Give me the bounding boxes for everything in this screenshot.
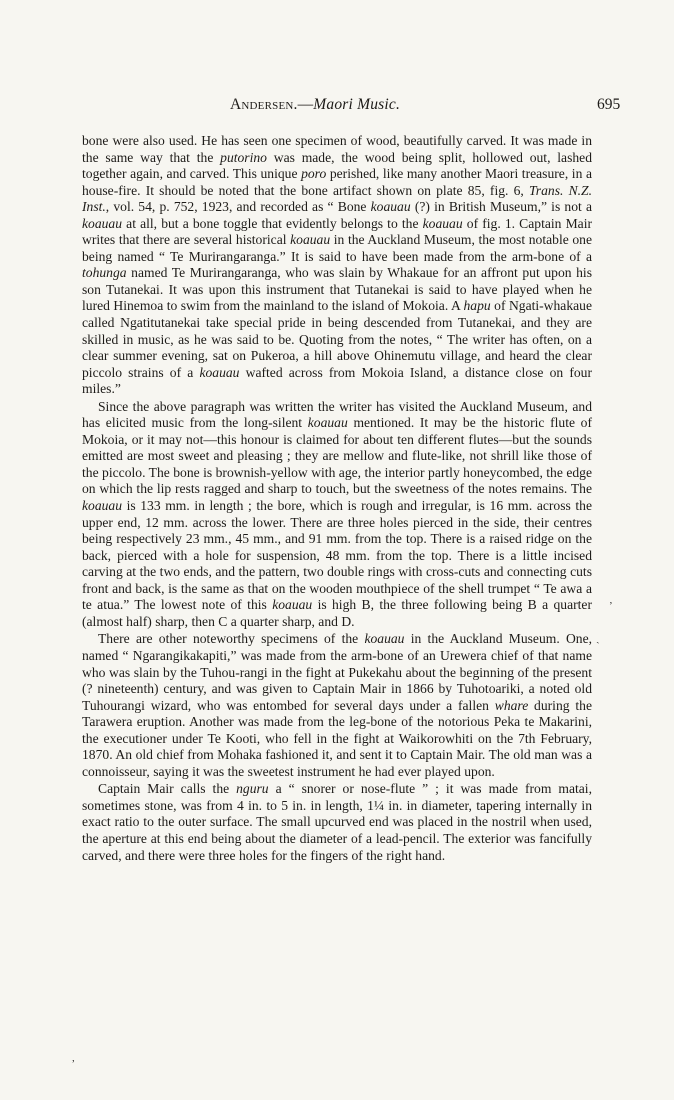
- italic-term: whare: [494, 697, 529, 713]
- italic-term: poro: [301, 166, 327, 182]
- text-run: named Te Murirangaranga, who was slain by Whakaue for an affront put upon his son Tutanekai. It was upon this instrument that Tutanekai is said to have played when he lured Hinemoa to swim from the mainland to the island of Mokoia. A: [82, 265, 592, 314]
- paragraph: [82, 133, 592, 398]
- text-run: a “ snorer or nose-flute ” ; it was made from matai, sometimes stone, was from 4 in. to 5 in. in length, 1¼ in. in diameter, tapering internally in exact ratio to the outer surface. The small upcurved end was placed in the nostril when used, the aperture at this end being about the diameter of a lead-pencil. The exterior was fancifully carved, and there were three holes for the fingers of the right hand.: [82, 781, 592, 863]
- text-run: during the Tarawera eruption. Another was made from the leg-bone of the notorious Peka te Makarini, the executioner under Te Kooti, who fell in the fight at Waikorowhiti on the 7th February, 1870. An old chief from Mohaka fashioned it, and sent it to Captain Mair. The old man was a connoisseur, saying it was the sweetest instrument he had ever played upon.: [82, 697, 592, 779]
- running-header: [0, 96, 674, 120]
- text-run: is high B, the three following being B a quarter (almost half) sharp, then C a quarter sharp, and D.: [82, 597, 592, 629]
- margin-mark: ˎ: [596, 632, 600, 644]
- text-run: perished, like many another Maori treasure, in a house-fire. It should be noted that the bone artifact shown on plate 85, fig. 6,: [82, 166, 593, 198]
- header-title: Maori Music.: [313, 96, 401, 113]
- text-run: at all, but a bone toggle that evidently belongs to the: [122, 215, 423, 231]
- italic-term: nguru: [236, 781, 269, 797]
- header-author: Andersen.: [230, 96, 298, 113]
- text-run: , vol. 54, p. 752, 1923, and recorded as “ Bone: [105, 199, 371, 215]
- text-run: (?) in British Museum,” is not a: [410, 199, 592, 215]
- italic-term: koauau: [307, 415, 348, 431]
- text-run: in the Auckland Museum, the most notable one being named “ Te Murirangaranga.” It is said to have been made from the arm-bone of a: [82, 232, 592, 264]
- body-text: [82, 133, 592, 864]
- text-run: was made, the wood being split, hollowed out, lashed together again, and carved. This unique: [82, 149, 592, 182]
- text-run: in the Auckland Museum. One, named “ Ngarangikakapiti,” was made from the arm-bone of an Urewera chief of that name who was slain by the Tuhou-rangi in the fight at Pukekahu about the beginning of the present (? nineteenth) century, and was given to Captain Mair in 1866 by Tuhotoariki, a noted old Tuhourangi wizard, who was entombed for several days under a fallen: [82, 631, 593, 713]
- text-run: Since the above paragraph was written the writer has visited the Auckland Museum, and has elicited music from the long-silent: [82, 398, 592, 431]
- text-run: of fig. 1. Captain Mair writes that there are several historical: [82, 215, 593, 248]
- italic-term: koauau: [422, 215, 463, 231]
- italic-term: koauau: [364, 631, 405, 647]
- italic-term: tohunga: [82, 265, 127, 281]
- page-number: 695: [597, 96, 621, 113]
- italic-term: koauau: [290, 232, 331, 248]
- italic-term: koauau: [82, 498, 123, 514]
- margin-mark: ,: [72, 1052, 75, 1064]
- header-dash: —: [297, 96, 314, 113]
- margin-mark: ʼ: [609, 600, 613, 612]
- running-title: [230, 96, 400, 114]
- paragraph: [82, 631, 592, 780]
- text-run: is 133 mm. in length ; the bore, which is rough and irregular, is 16 mm. across the upper end, 12 mm. across the lower. There are three holes pierced in the side, their centres being respectively 23 mm., 45 mm., and 91 mm. from the top. There is a raised ridge on the back, pierced with a hole for suspension, 48 mm. from the top. There is a little incised carving at the two ends, and the pattern, two double rings with cross-cuts and connecting cuts front and back, is the same as that on the wooden mouthpiece of the shell trumpet “ Te awa a te atua.” The lowest note of this: [82, 498, 592, 613]
- italic-term: koauau: [370, 199, 411, 215]
- italic-term: koauau: [199, 364, 240, 380]
- paragraph: [82, 781, 592, 864]
- text-run: wafted across from Mokoia Island, a distance close on four miles.”: [82, 364, 592, 397]
- italic-term: koauau: [272, 597, 313, 613]
- text-run: mentioned. It may be the historic flute of Mokoia, or it may not—this honour is claimed for about ten different flutes—but the sounds emitted are most sweet and pleasing ; they are mellow and flute-like, not shrill like those of the piccolo. The bone is brownish-yellow with age, the interior partly honeycombed, the edge on which the lip rests ragged and sharp to touch, but the sweetness of the notes remains. The: [82, 415, 593, 497]
- paragraph: [82, 399, 592, 631]
- text-run: bone were also used. He has seen one specimen of wood, beautifully carved. It was made in the same way that the: [82, 133, 592, 165]
- italic-term: putorino: [220, 149, 267, 165]
- italic-term: koauau: [82, 215, 123, 231]
- italic-term: Trans. N.Z. Inst.: [82, 182, 592, 215]
- text-run: There are other noteworthy specimens of the: [98, 631, 365, 647]
- text-run: of Ngati-whakaue called Ngatitutanekai take special pride in being descended from Tutanekai, and they are skilled in music, as he was said to be. Quoting from the notes, “ The writer has often, on a clear summer evening, sat on Pukeroa, a hill above Ohinemutu village, and heard the clear piccolo strains of a: [82, 298, 592, 380]
- italic-term: hapu: [463, 298, 491, 314]
- text-run: Captain Mair calls the: [98, 781, 237, 797]
